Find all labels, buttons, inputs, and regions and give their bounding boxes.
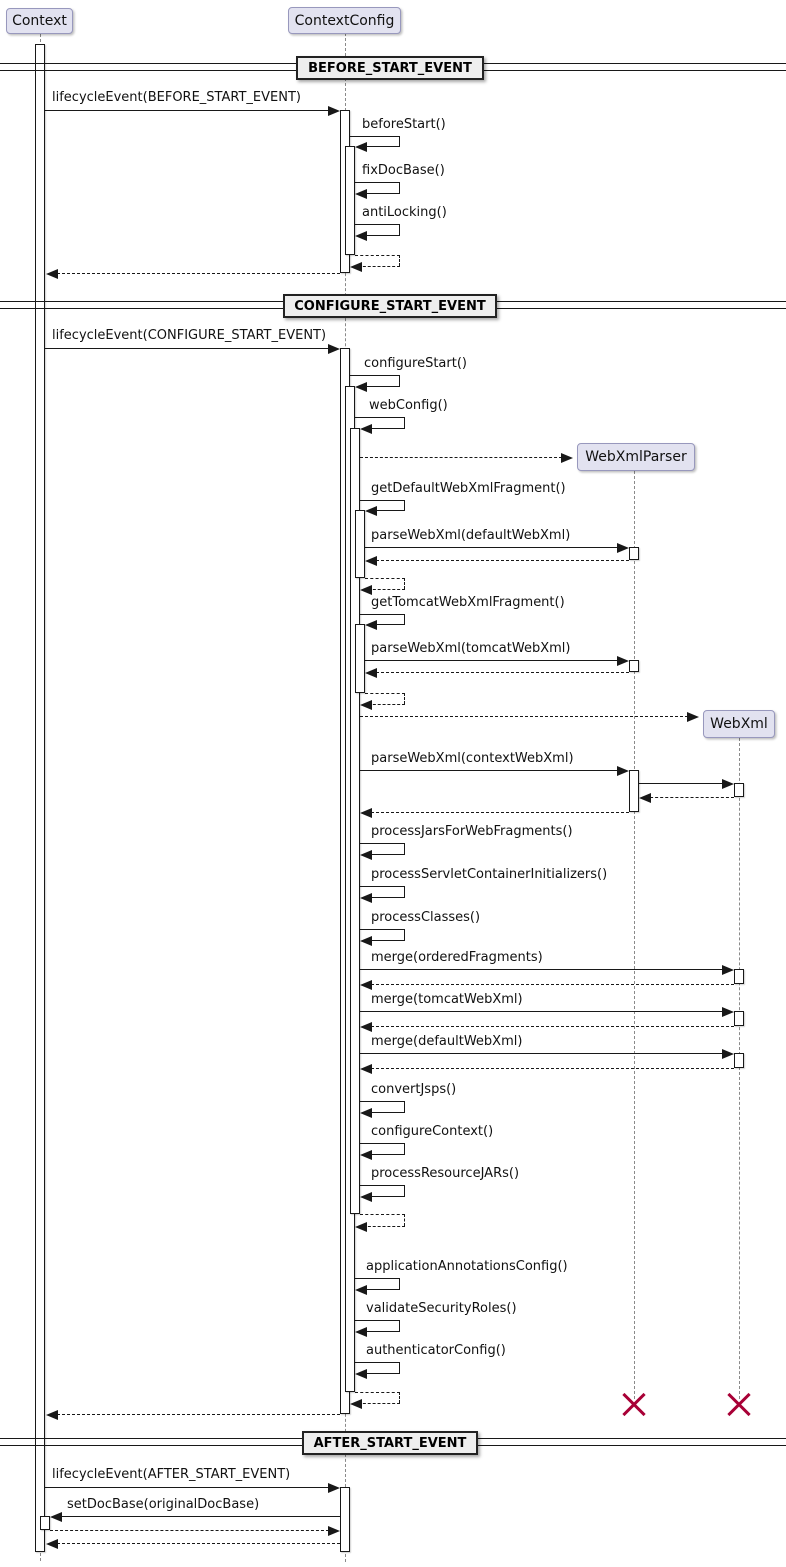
message-label: applicationAnnotationsConfig()	[366, 1259, 568, 1274]
arrowhead-icon	[355, 1369, 367, 1379]
arrowhead-icon	[355, 1327, 367, 1337]
arrowhead-icon	[365, 620, 377, 630]
self-message-line	[355, 1320, 400, 1321]
message-label: parseWebXml(contextWebXml)	[371, 751, 574, 766]
self-message-line	[404, 417, 405, 428]
message-label: fixDocBase()	[362, 163, 445, 178]
self-message-line	[363, 1373, 400, 1374]
self-message-line	[368, 1112, 405, 1113]
arrowhead-icon	[328, 1483, 340, 1493]
message-line	[645, 797, 734, 798]
self-message-line	[360, 929, 405, 930]
self-message-line	[399, 136, 400, 146]
message-label: antiLocking()	[362, 205, 447, 220]
arrowhead-icon	[360, 424, 372, 434]
arrowhead-icon	[617, 656, 629, 666]
message-label: configureStart()	[364, 356, 467, 371]
arrowhead-icon	[46, 269, 58, 279]
self-message-line	[404, 693, 405, 704]
self-message-line	[399, 1320, 400, 1331]
arrowhead-icon	[360, 700, 372, 710]
message-line	[52, 1543, 340, 1544]
divider-label: BEFORE_START_EVENT	[296, 56, 484, 80]
arrowhead-icon	[722, 779, 734, 789]
lifeline	[739, 738, 740, 1399]
self-message-line	[360, 614, 405, 615]
self-message-line	[404, 929, 405, 940]
self-message-line	[368, 1154, 405, 1155]
message-label: merge(tomcatWebXml)	[371, 992, 523, 1007]
arrowhead-icon	[360, 1108, 372, 1118]
self-message-line	[360, 843, 405, 844]
self-message-line	[355, 182, 400, 183]
destroy-icon	[621, 1392, 647, 1418]
self-message-line	[368, 704, 405, 705]
message-label: processResourceJARs()	[371, 1166, 520, 1181]
activation-bar	[734, 1011, 744, 1026]
self-message-line	[368, 589, 405, 590]
arrowhead-icon	[617, 766, 629, 776]
arrowhead-icon	[360, 1150, 372, 1160]
self-message-line	[373, 510, 405, 511]
arrowhead-icon	[328, 344, 340, 354]
arrowhead-icon	[360, 585, 372, 595]
message-line	[366, 1068, 734, 1069]
message-line	[365, 660, 623, 661]
arrowhead-icon	[328, 106, 340, 116]
message-label: beforeStart()	[362, 117, 446, 132]
self-message-line	[363, 386, 400, 387]
participant-box: WebXml	[703, 710, 775, 738]
self-message-line	[363, 1331, 400, 1332]
activation-bar	[40, 1516, 50, 1530]
arrowhead-icon	[639, 793, 651, 803]
arrowhead-icon	[350, 262, 362, 272]
message-line	[365, 547, 623, 548]
message-line	[52, 1414, 340, 1415]
self-message-line	[355, 1362, 400, 1363]
message-line	[360, 457, 567, 458]
arrowhead-icon	[360, 850, 372, 860]
arrowhead-icon	[722, 1049, 734, 1059]
message-line	[52, 273, 340, 274]
activation-bar	[734, 969, 744, 984]
activation-bar	[734, 783, 744, 797]
message-label: lifecycleEvent(CONFIGURE_START_EVENT)	[52, 328, 327, 343]
activation-bar	[734, 1053, 744, 1068]
self-message-line	[355, 417, 405, 418]
destroy-icon	[726, 1392, 752, 1418]
arrowhead-icon	[355, 189, 367, 199]
self-message-line	[363, 1226, 405, 1227]
message-line	[366, 984, 734, 985]
self-message-line	[365, 693, 405, 694]
message-line	[45, 348, 334, 349]
arrowhead-icon	[350, 1399, 362, 1409]
arrowhead-icon	[722, 1007, 734, 1017]
self-message-line	[404, 614, 405, 624]
arrowhead-icon	[50, 1512, 62, 1522]
message-label: processServletContainerInitializers()	[371, 867, 608, 882]
self-message-line	[360, 1143, 405, 1144]
activation-bar	[35, 44, 45, 1552]
arrowhead-icon	[722, 965, 734, 975]
message-label: lifecycleEvent(AFTER_START_EVENT)	[52, 1467, 291, 1482]
self-message-line	[355, 224, 400, 225]
self-message-line	[399, 375, 400, 386]
message-line	[371, 672, 629, 673]
message-label: getTomcatWebXmlFragment()	[371, 595, 565, 610]
message-label: setDocBase(originalDocBase)	[67, 1497, 260, 1512]
divider-label: CONFIGURE_START_EVENT	[283, 294, 497, 318]
arrowhead-icon	[46, 1539, 58, 1549]
self-message-line	[404, 1101, 405, 1112]
message-line	[360, 969, 728, 970]
self-message-line	[373, 624, 405, 625]
self-message-line	[399, 255, 400, 266]
arrowhead-icon	[365, 506, 377, 516]
activation-bar	[355, 510, 365, 578]
activation-bar	[629, 547, 639, 560]
message-label: merge(defaultWebXml)	[371, 1034, 523, 1049]
message-label: validateSecurityRoles()	[366, 1301, 517, 1316]
arrowhead-icon	[687, 712, 699, 722]
self-message-line	[404, 1143, 405, 1154]
self-message-line	[360, 1185, 405, 1186]
activation-bar	[340, 1487, 350, 1552]
self-message-line	[358, 1403, 400, 1404]
arrowhead-icon	[328, 1526, 340, 1536]
message-line	[50, 1530, 334, 1531]
arrowhead-icon	[360, 893, 372, 903]
message-label: processJarsForWebFragments()	[371, 824, 573, 839]
message-line	[56, 1516, 340, 1517]
arrowhead-icon	[561, 453, 573, 463]
message-label: webConfig()	[369, 398, 448, 413]
message-label: processClasses()	[371, 910, 481, 925]
message-line	[360, 1053, 728, 1054]
arrowhead-icon	[365, 556, 377, 566]
message-line	[360, 1011, 728, 1012]
arrowhead-icon	[360, 1022, 372, 1032]
message-line	[366, 812, 629, 813]
activation-bar	[629, 660, 639, 672]
self-message-line	[355, 1278, 400, 1279]
message-label: authenticatorConfig()	[366, 1343, 506, 1358]
message-line	[45, 1487, 334, 1488]
arrowhead-icon	[617, 543, 629, 553]
message-label: lifecycleEvent(BEFORE_START_EVENT)	[52, 90, 301, 105]
message-label: convertJsps()	[371, 1082, 457, 1097]
lifeline	[634, 471, 635, 1399]
arrowhead-icon	[360, 936, 372, 946]
self-message-line	[363, 235, 400, 236]
participant-box: Context	[6, 8, 73, 34]
self-message-line	[368, 854, 405, 855]
self-message-line	[368, 1196, 405, 1197]
self-message-line	[350, 375, 400, 376]
self-message-line	[399, 1278, 400, 1289]
self-message-line	[404, 1185, 405, 1196]
self-message-line	[404, 1214, 405, 1226]
message-line	[360, 716, 693, 717]
self-message-line	[399, 224, 400, 235]
message-line	[371, 560, 629, 561]
self-message-line	[368, 897, 405, 898]
self-message-line	[355, 1392, 400, 1393]
message-label: parseWebXml(tomcatWebXml)	[371, 641, 571, 656]
self-message-line	[399, 1392, 400, 1403]
arrowhead-icon	[355, 231, 367, 241]
activation-bar	[355, 624, 365, 693]
arrowhead-icon	[360, 980, 372, 990]
arrowhead-icon	[355, 142, 367, 152]
activation-bar	[629, 770, 639, 812]
message-label: configureContext()	[371, 1124, 494, 1139]
arrowhead-icon	[355, 1285, 367, 1295]
self-message-line	[360, 500, 405, 501]
self-message-line	[404, 886, 405, 897]
self-message-line	[360, 1101, 405, 1102]
message-line	[45, 110, 334, 111]
self-message-line	[360, 1214, 405, 1215]
self-message-line	[358, 266, 400, 267]
self-message-line	[368, 428, 405, 429]
message-line	[360, 770, 623, 771]
message-line	[639, 783, 728, 784]
self-message-line	[363, 1289, 400, 1290]
message-label: getDefaultWebXmlFragment()	[371, 481, 566, 496]
self-message-line	[404, 843, 405, 854]
self-message-line	[360, 886, 405, 887]
self-message-line	[355, 255, 400, 256]
arrowhead-icon	[360, 1192, 372, 1202]
participant-box: WebXmlParser	[577, 443, 695, 471]
arrowhead-icon	[46, 1410, 58, 1420]
arrowhead-icon	[355, 1222, 367, 1232]
self-message-line	[404, 500, 405, 510]
self-message-line	[399, 182, 400, 193]
divider-label: AFTER_START_EVENT	[302, 1431, 478, 1455]
participant-box: ContextConfig	[288, 7, 401, 34]
message-label: merge(orderedFragments)	[371, 950, 543, 965]
arrowhead-icon	[355, 382, 367, 392]
message-line	[366, 1026, 734, 1027]
self-message-line	[399, 1362, 400, 1373]
self-message-line	[363, 146, 400, 147]
arrowhead-icon	[360, 808, 372, 818]
arrowhead-icon	[365, 668, 377, 678]
activation-bar	[345, 146, 355, 255]
message-label: parseWebXml(defaultWebXml)	[371, 528, 571, 543]
self-message-line	[404, 578, 405, 589]
self-message-line	[368, 940, 405, 941]
arrowhead-icon	[360, 1064, 372, 1074]
self-message-line	[365, 578, 405, 579]
self-message-line	[363, 193, 400, 194]
self-message-line	[350, 136, 400, 137]
